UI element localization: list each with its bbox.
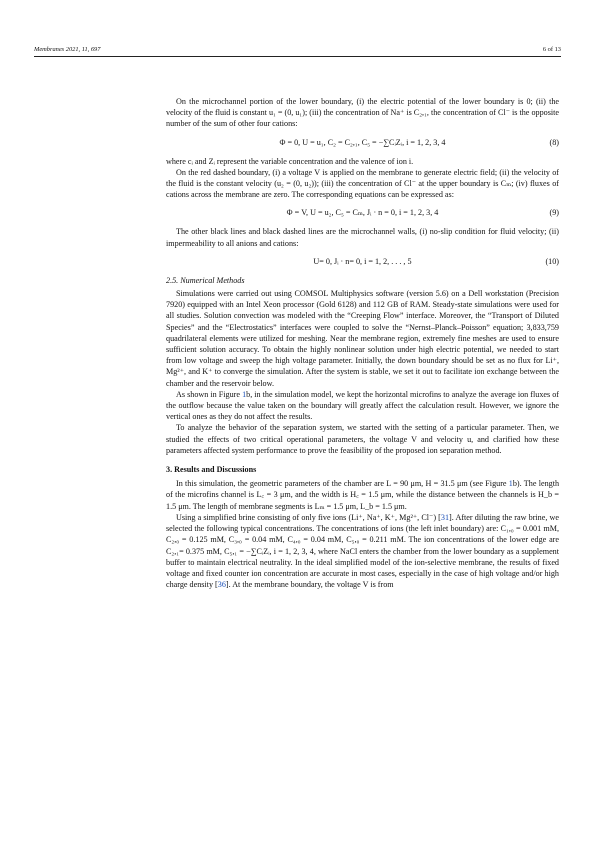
citation-link[interactable]: 31 [440,512,450,522]
paragraph-red-boundary: On the red dashed boundary, (i) a voltage V is applied on the membrane to generate electric field; (ii) the velocity of the fluid is the constant velocity (u₂ = (0, u₂)); (iii) the concentration of Cl⁻ at the upper boundary is Cₘ; (iv) fluxes of cations across the membrane are zero. The corresponding equations can be expressed as: [166,167,559,200]
equation-9-number: (9) [549,208,559,218]
equation-8-body: Φ = 0, U = u₁, C₂ = C₂,₁, C₅ = −∑CᵢZᵢ, i = 1, 2, 3, 4 [279,137,446,147]
text-span: b, in the simulation model, we kept the horizontal microfins to analyze the average ion fluxes of the outflow because the value taken on the boundary will greatly affect the calculation result. However, we ignore the vertical ones as they do not affect the results. [166,389,559,422]
citation-link[interactable]: 36 [217,580,226,590]
figure-link[interactable]: 1 [508,479,513,489]
equation-9-body: Φ = V, U = u₂, C₅ = Cₘ, Jᵢ · n = 0, i = 1, 2, 3, 4 [286,208,439,218]
paragraph-behavior: To analyze the behavior of the separation system, we started with the setting of a particular parameter. Then, we studied the effects of two critical operational parameters, the voltage V and velocity u, and clarified how these parameters affected system performance to prove the feasibility of the proposed ion separation method. [166,423,559,455]
equation-9 [166,207,559,219]
paragraph-brine [166,512,559,590]
subsection-title: 2.5. Numerical Methods [166,275,245,285]
paragraph-boundary-lower: On the microchannel portion of the lower boundary, (i) the electric potential of the lower boundary is 0; (ii) the velocity of the fluid is constant u₁ = (0, u₁); (iii) the concentration of Na⁺ is C₂,₁, the concentration of Cl⁻ is the opposite number of the sum of other four cations: [166,97,559,129]
paragraph-geometry [166,478,559,512]
text-span: In this simulation, the geometric parameters of the chamber are L = 90 μm, H = 31.5 μm (see Figure [176,479,509,489]
page-header [34,46,561,60]
text-span: ]. After diluting the raw brine, we selected the following typical concentrations. The concentrations of ions (the left inlet boundary) are: C₁,₀ = 0.001 mM, C₂,₀ = 0.125 mM, C₃,₀ = 0.04 mM, C₄,₀ = 0.04 mM, C₅,₀ = 0.211 mM. The ion concentrations of the lower edge are C₂,₁= 0.375 mM, C₅,₁ = −∑CᵢZᵢ, i = 1, 2, 3, 4, where NaCl enters the chamber from the lower boundary as a supplement buffer to maintain electrical neutrality. In the ideal simplified model of the ion-selective membrane, the results of fixed voltage and fixed counter ion concentration are accurate in most cases, especially in the case of high voltage and/or high charge density [ [166,512,560,590]
paragraph-simulations: Simulations were carried out using COMSOL Multiphysics software (version 5.6) on a Dell workstation (Precision 7920) equipped with an Intel Xeon processor (Gold 6128) and 112 GB of RAM. Steady-state simulations were used for all studies. Solution convection was modeled with the “Creeping Flow” interface. Moreover, the “Transport of Diluted Species” and the “Electrostatics” interfaces were coupled to solve the “Nernst–Planck–Poisson” equation; 3,833,759 quadrilateral elements were utilized for meshing. Near the membrane region, extremely fine meshes are used to ensure sufficient solution accuracy. To obtain the highly nonlinear solution under high electric potential, we needed to start from low voltage and sweep the high voltage parameter. Initially, the down boundary should be set as no flux for Li⁺, Mg²⁺, and K⁺ to converge the simulation. After the system is stable, we set it out to facilitate ion exchange between the chamber and the reservoir below. [166,289,559,388]
paragraph-figure-1b [166,389,559,423]
text-span: b). The length of the microfins channel is L꜀ = 3 μm, and the width is H꜀ = 1.5 μm, while the distance between the channels is H_b = 1.5 μm. The length of membrane segments is Lₘ = 1.5 μm, L_b = 1.5 μm. [166,479,560,511]
text-span: As shown in Figure [176,389,243,399]
header-rule [34,56,561,57]
section-title: 3. Results and Discussions [166,465,257,475]
text-span: Using a simplified brine consisting of only five ions (Li⁺, Na⁺, K⁺, Mg²⁺, Cl⁻) [ [176,512,441,522]
equation-10 [166,256,559,268]
equation-8-number: (8) [549,137,559,147]
page-number: 6 of 13 [542,46,561,53]
equation-8 [166,137,559,149]
figure-link[interactable]: 1 [242,389,247,399]
paragraph-walls: The other black lines and black dashed lines are the microchannel walls, (i) no-slip condition for fluid velocity; (ii) impermeability to all anions and cations: [166,227,559,248]
journal-citation: Membranes 2021, 11, 697 [34,46,101,53]
article-body [166,96,559,590]
paragraph-where: where cᵢ and Zᵢ represent the variable concentration and the valence of ion i. [166,156,414,166]
equation-10-number: (10) [545,256,559,266]
text-span: ]. At the membrane boundary, the voltage V is from [225,580,394,590]
equation-10-body: U= 0, Jᵢ · n= 0, i = 1, 2, . . . , 5 [313,256,412,266]
